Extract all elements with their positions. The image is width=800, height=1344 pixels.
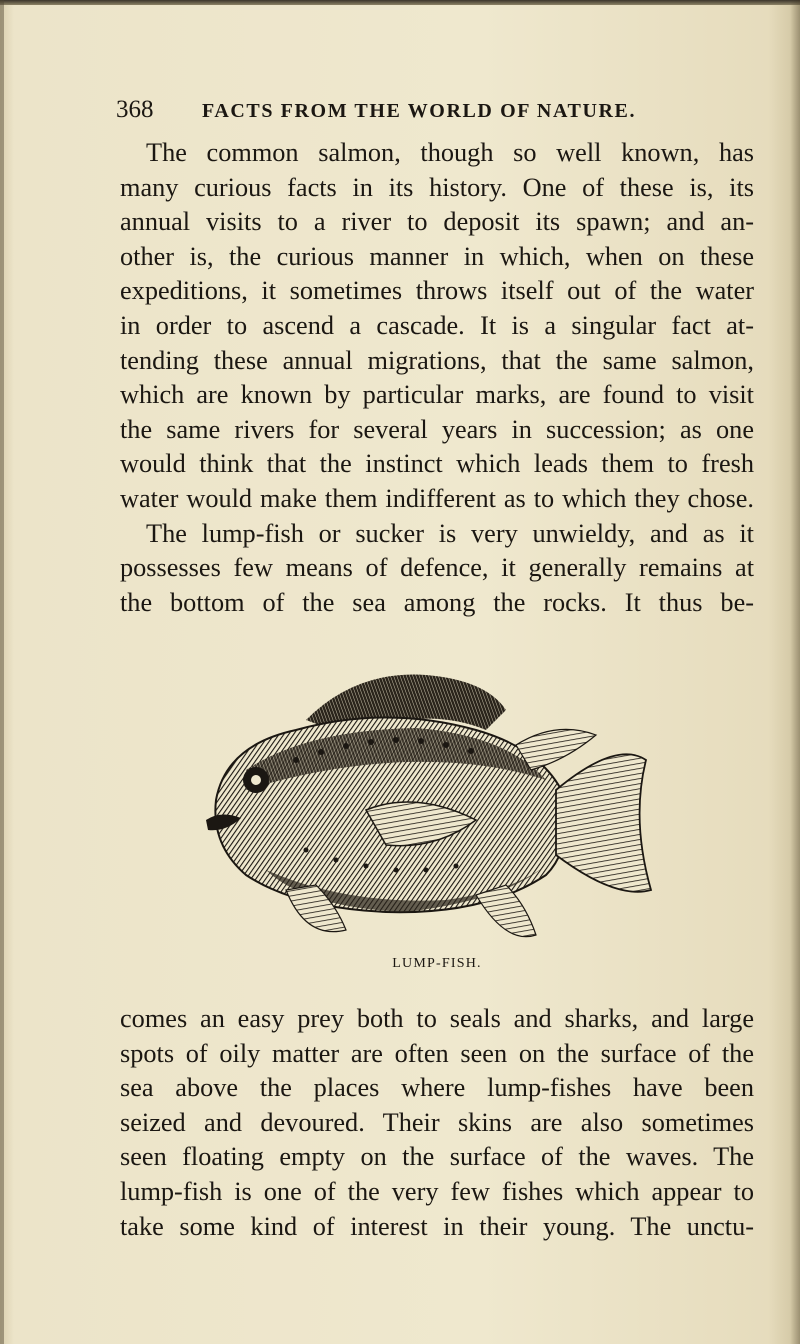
text-line: expeditions, it sometimes throws itself out of the water [120, 276, 754, 306]
text-line: in order to ascend a cascade. It is a singular fact at- [120, 310, 754, 340]
text-line: The common salmon, though so well known, has [146, 138, 754, 167]
text-line: seen floating empty on the surface of the waves. The [120, 1142, 754, 1172]
body-text-top [120, 136, 754, 620]
page-binding-edge [0, 0, 4, 1344]
text-line: annual visits to a river to deposit its spawn; and an- [120, 207, 754, 237]
text-line: seized and devoured. Their skins are also sometimes [120, 1107, 754, 1137]
page-top-edge [0, 0, 800, 5]
body-text-bottom [120, 1002, 754, 1244]
text-line: many curious facts in its history. One of these is, its [120, 172, 754, 202]
text-line: possesses few means of defence, it generally remains at [120, 553, 754, 583]
text-line: sea above the places where lump-fishes have been [120, 1073, 754, 1103]
text-line: spots of oily matter are often seen on the surface of the [120, 1038, 754, 1068]
text-line: would think that the instinct which leads them to fresh [120, 449, 754, 479]
text-line: the same rivers for several years in succession; as one [120, 414, 754, 444]
running-head [116, 96, 756, 136]
text-line: the bottom of the sea among the rocks. It thus be- [120, 587, 754, 617]
page-fore-edge [790, 0, 800, 1344]
text-line: tending these annual migrations, that the same salmon, [120, 345, 754, 375]
text-line: lump-fish is one of the very few fishes which appear to [120, 1176, 754, 1206]
text-line: which are known by particular marks, are found to visit [120, 380, 754, 410]
text-line: take some kind of interest in their young. The unctu- [120, 1211, 754, 1241]
running-title: FACTS FROM THE WORLD OF NATURE. [202, 100, 637, 122]
text-line: other is, the curious manner in which, when on these [120, 241, 754, 271]
text-line: The lump-fish or sucker is very unwieldy, and as it [146, 518, 754, 548]
figure-caption: LUMP-FISH. [392, 956, 482, 971]
lump-fish-illustration [186, 650, 658, 950]
text-line: comes an easy prey both to seals and sharks, and large [120, 1004, 754, 1033]
text-line: water would make them indifferent as to which they chose. [120, 483, 754, 513]
page-number: 368 [116, 96, 154, 123]
